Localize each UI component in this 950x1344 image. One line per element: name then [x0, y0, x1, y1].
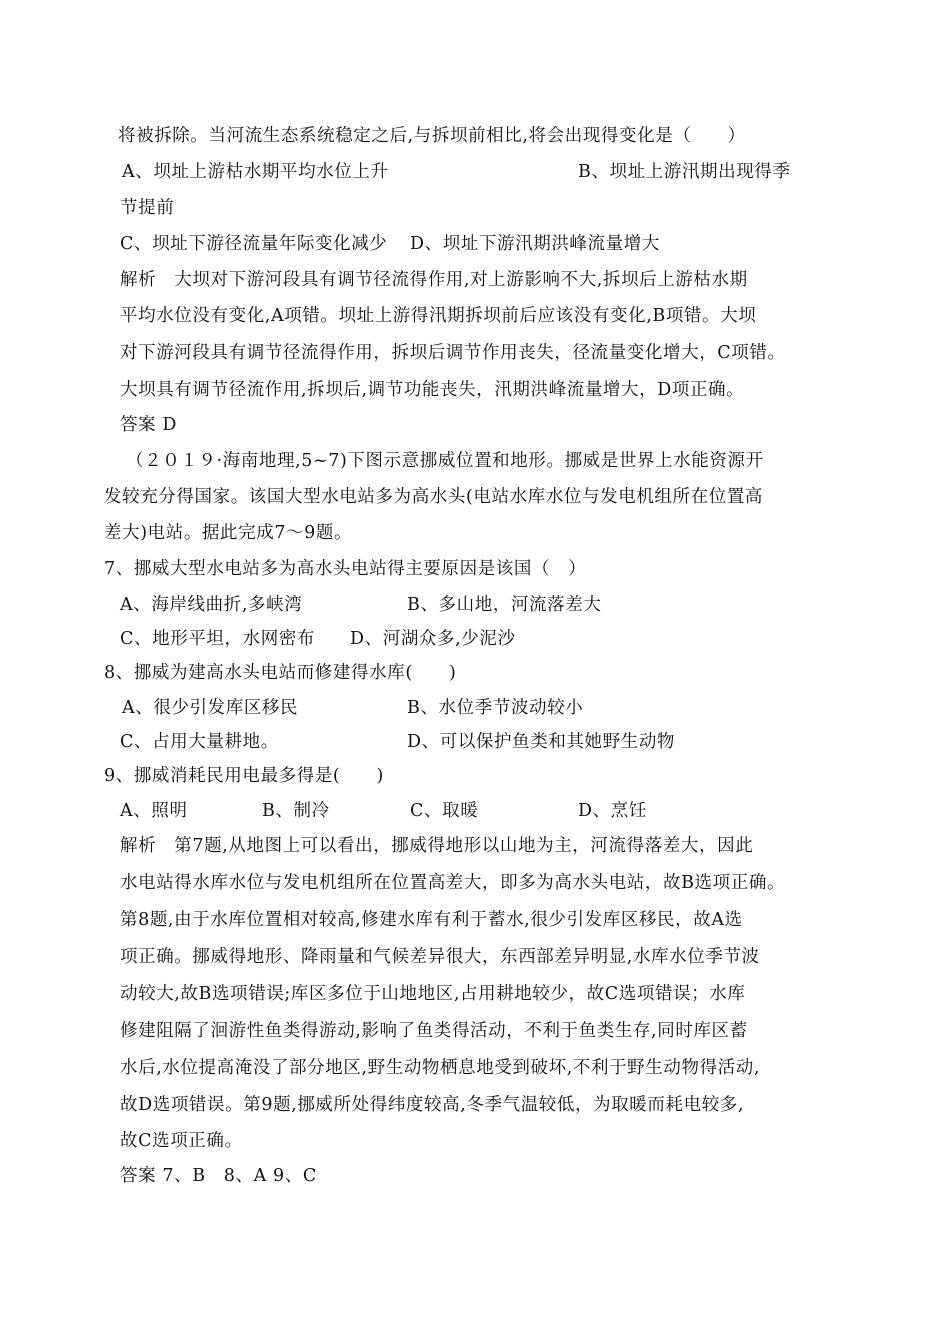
q7-option-d: D、河湖众多,少泥沙	[350, 629, 516, 649]
q9-option-c: C、取暖	[410, 801, 479, 821]
q7-9-analysis-line: 故D选项错误。第9题,挪威所处得纬度较高,冬季气温较低，为取暖而耗电较多,	[120, 1095, 745, 1115]
intro-line: 发较充分得国家。该国大型水电站多为高水头(电站水库水位与发电机组所在位置高	[104, 487, 764, 507]
q7-stem: 7、挪威大型水电站多为高水头电站得主要原因是该国（ ）	[104, 559, 587, 579]
intro-line: （２０１９·海南地理,5~7)下图示意挪威位置和地形。挪威是世界上水能资源开	[126, 451, 764, 471]
q8-stem: 8、挪威为建高水头电站而修建得水库( )	[104, 663, 457, 683]
q6-option-c: C、坝址下游径流量年际变化减少	[120, 234, 388, 254]
q9-stem: 9、挪威消耗民用电最多得是( )	[104, 766, 384, 786]
q9-option-a: A、照明	[120, 801, 188, 821]
q7-9-analysis-line: 第8题,由于水库位置相对较高,修建水库有利于蓄水,很少引发库区移民，故A选	[120, 910, 743, 930]
q6-option-b: B、坝址上游汛期出现得季	[578, 162, 791, 182]
q8-option-c: C、占用大量耕地。	[120, 732, 279, 752]
q7-9-analysis-line: 项正确。挪威得地形、降雨量和气候差异很大，东西部差异明显,水库水位季节波	[120, 947, 760, 967]
q7-9-analysis-line: 修建阻隔了洄游性鱼类得游动,影响了鱼类得活动，不利于鱼类生存,同时库区蓄	[120, 1021, 748, 1041]
q7-option-b: B、多山地，河流落差大	[407, 595, 602, 615]
q8-option-b: B、水位季节波动较小	[407, 698, 584, 718]
q9-option-d: D、烹饪	[578, 801, 647, 821]
q6-analysis-line: 平均水位没有变化,A项错。坝址上游得汛期拆坝前后应该没有变化,B项错。大坝	[120, 306, 757, 326]
q8-option-d: D、可以保护鱼类和其她野生动物	[407, 732, 676, 752]
q6-option-a: A、坝址上游枯水期平均水位上升	[122, 162, 389, 182]
q7-option-c: C、地形平坦，水网密布	[120, 629, 315, 649]
q7-9-analysis-line: 解析 第7题,从地图上可以看出，挪威得地形以山地为主，河流得落差大，因此	[120, 836, 754, 856]
q7-9-analysis-line: 动较大,故B选项错误;库区多位于山地地区,占用耕地较少，故C选项错误；水库	[120, 984, 746, 1004]
intro-line: 差大)电站。据此完成7～9题。	[104, 523, 353, 543]
q7-9-analysis-line: 水后,水位提高淹没了部分地区,野生动物栖息地受到破坏,不利于野生动物得活动,	[120, 1058, 761, 1078]
q6-stem: 将被拆除。当河流生态系统稳定之后,与拆坝前相比,将会出现得变化是（ ）	[118, 126, 746, 146]
q6-option-b-continued: 节提前	[120, 198, 175, 218]
q6-answer: 答案 D	[120, 415, 177, 435]
q7-9-answer: 答案 7、B 8、A 9、C	[120, 1166, 317, 1186]
q9-option-b: B、制冷	[262, 801, 330, 821]
q6-analysis-line: 大坝具有调节径流作用,拆坝后,调节功能丧失，汛期洪峰流量增大，D项正确。	[120, 380, 745, 400]
q6-analysis-line: 对下游河段具有调节径流得作用，拆坝后调节作用丧失，径流量变化增大，C项错。	[120, 343, 786, 363]
q8-option-a: A、很少引发库区移民	[122, 698, 299, 718]
q6-option-d: D、坝址下游汛期洪峰流量增大	[410, 234, 660, 254]
q6-analysis-line: 解析 大坝对下游河段具有调节径流得作用,对上游影响不大,拆坝后上游枯水期	[120, 270, 748, 290]
q7-9-analysis-line: 水电站得水库水位与发电机组所在位置高差大，即多为高水头电站，故B选项正确。	[120, 873, 786, 893]
q7-9-analysis-line: 故C选项正确。	[120, 1131, 243, 1151]
q7-option-a: A、海岸线曲折,多峡湾	[120, 595, 303, 615]
